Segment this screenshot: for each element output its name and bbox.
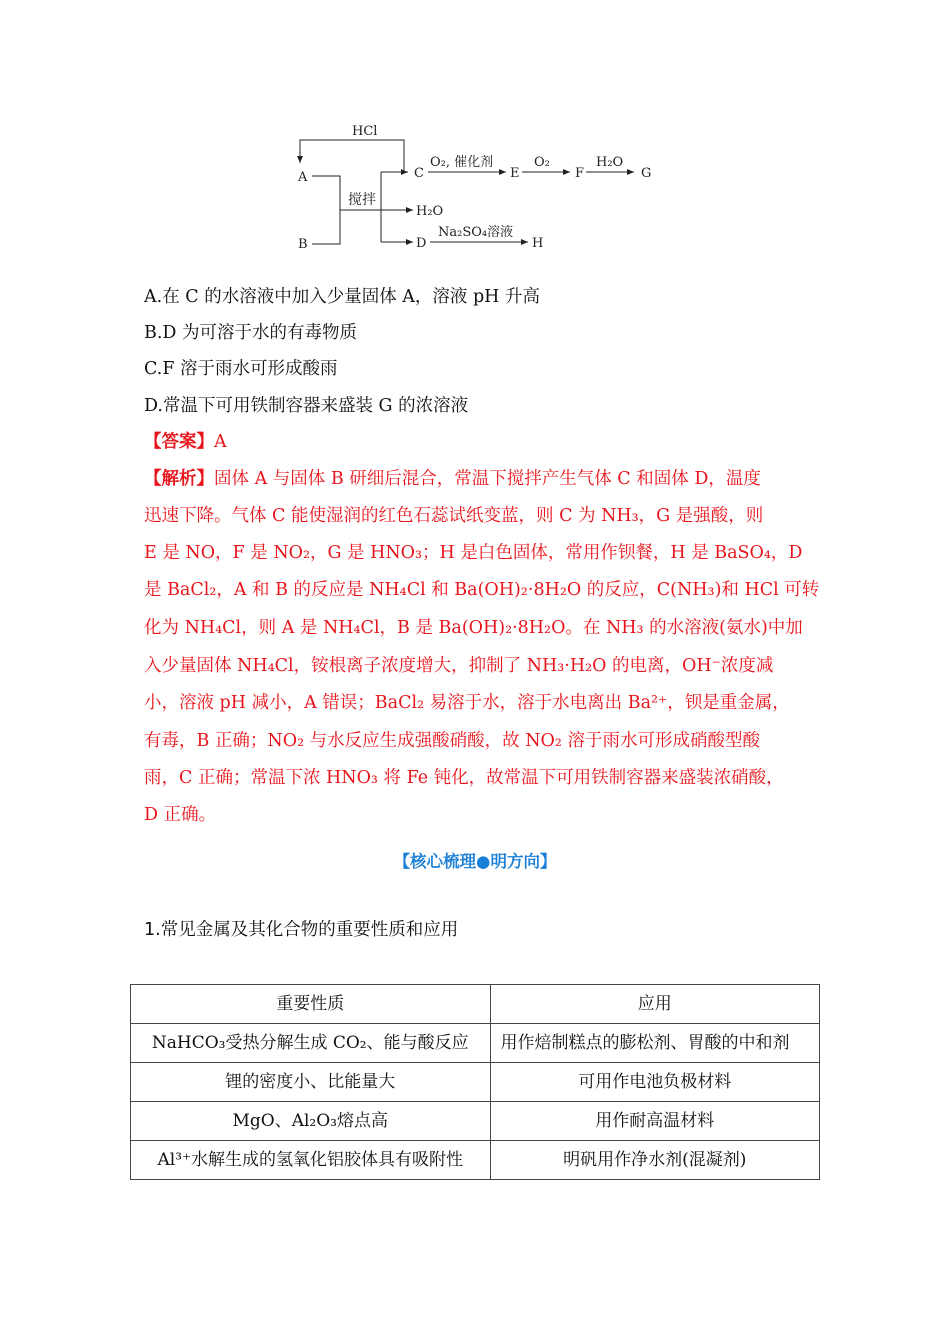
node-f: F [575,166,585,181]
table-row [131,1102,820,1141]
table-header-row [131,985,820,1024]
product-water: H₂O [416,204,444,219]
label-stir: 搅拌 [348,192,376,208]
label-c-to-e: O₂, 催化剂 [430,155,494,170]
answer-value: A [214,432,227,452]
option-c: C.F 溶于雨水可形成酸雨 [144,359,338,379]
analysis-line-7: 小，溶液 pH 减小，A 错误；BaCl₂ 易溶于水，溶于水电离出 Ba²⁺，钡是重金属， [144,693,790,713]
analysis-line-3: E 是 NO，F 是 NO₂，G 是 HNO₃；H 是白色固体，常用作钡餐，H 是 BaSO₄，D [144,543,803,563]
table-cell: 锂的密度小、比能量大 [131,1063,491,1102]
analysis-line-1: 【解析】固体 A 与固体 B 研细后混合，常温下搅拌产生气体 C 和固体 D，温度 [144,469,761,489]
analysis-line-6: 入少量固体 NH₄Cl，铵根离子浓度增大，抑制了 NH₃·H₂O 的电离，OH⁻浓度减 [144,656,774,676]
column-header: 重要性质 [131,985,491,1024]
table-cell: 用作焙制糕点的膨松剂、胃酸的中和剂 [490,1024,820,1063]
node-d: D [416,236,427,251]
properties-table [130,984,820,1180]
option-d: D.常温下可用铁制容器来盛装 G 的浓溶液 [144,396,469,416]
node-c: C [414,166,424,181]
node-g: G [641,166,652,181]
section-title: 【核心梳理●明方向】 [393,852,557,871]
analysis-label: 【解析】 [144,469,214,489]
node-a: A [298,170,308,185]
option-a: A.在 C 的水溶液中加入少量固体 A，溶液 pH 升高 [144,287,541,307]
label-hcl: HCl [352,124,378,139]
reaction-flow-diagram [280,120,670,260]
table-cell: NaHCO₃受热分解生成 CO₂、能与酸反应 [131,1024,491,1063]
topic-heading: 1.常见金属及其化合物的重要性质和应用 [144,920,459,940]
table-cell: Al³⁺水解生成的氢氧化铝胶体具有吸附性 [131,1141,491,1180]
table-row [131,1141,820,1180]
answer-label: 【答案】 [144,432,214,452]
table-row [131,1063,820,1102]
answer [144,430,227,454]
label-d-to-h: Na₂SO₄溶液 [438,225,514,240]
node-b: B [298,237,308,252]
label-e-to-f: O₂ [534,155,550,170]
analysis-line-9: 雨，C 正确；常温下浓 HNO₃ 将 Fe 钝化，故常温下可用铁制容器来盛装浓硝酸， [144,768,784,788]
table-cell: 用作耐高温材料 [490,1102,820,1141]
analysis-line-10: D 正确。 [144,805,217,825]
table-row [131,1024,820,1063]
label-f-to-g: H₂O [596,155,624,170]
table-cell: 可用作电池负极材料 [490,1063,820,1102]
column-header: 应用 [490,985,820,1024]
node-h: H [532,236,544,251]
analysis-line-4: 是 BaCl₂，A 和 B 的反应是 NH₄Cl 和 Ba(OH)₂·8H₂O 的反应，C(NH₃)和 HCl 可转 [144,580,820,600]
option-b: B.D 为可溶于水的有毒物质 [144,323,358,343]
table-cell: MgO、Al₂O₃熔点高 [131,1102,491,1141]
table-cell: 明矾用作净水剂(混凝剂) [490,1141,820,1180]
analysis-line-2: 迅速下降。气体 C 能使湿润的红色石蕊试纸变蓝，则 C 为 NH₃，G 是强酸，则 [144,506,764,526]
analysis-line-8: 有毒，B 正确；NO₂ 与水反应生成强酸硝酸，故 NO₂ 溶于雨水可形成硝酸型酸 [144,731,760,751]
analysis-line-5: 化为 NH₄Cl，则 A 是 NH₄Cl，B 是 Ba(OH)₂·8H₂O。在 NH₃ 的水溶液(氨水)中加 [144,618,803,638]
node-e: E [510,166,520,181]
